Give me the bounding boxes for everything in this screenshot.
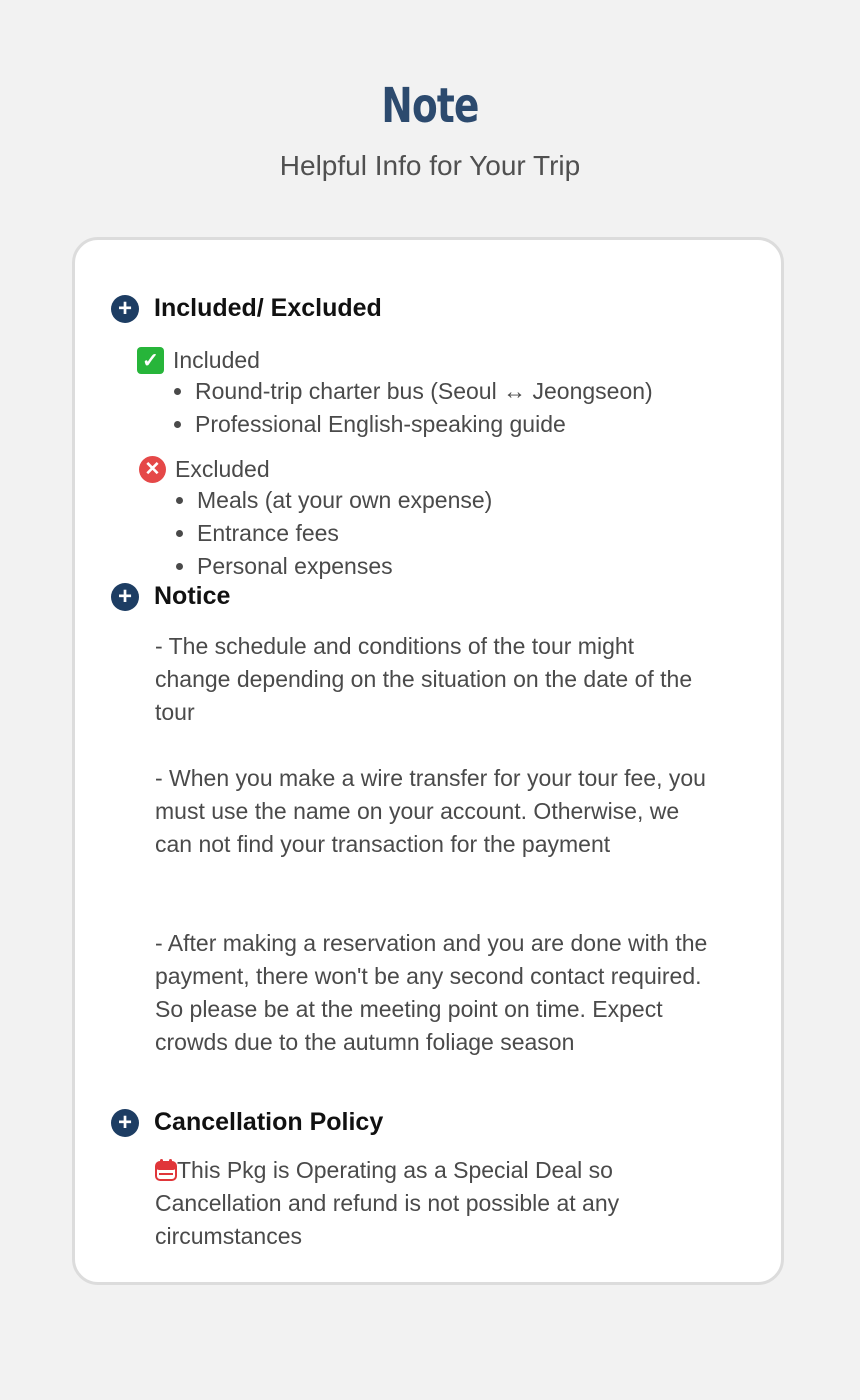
cross-icon: ✕ [139,456,166,483]
plus-icon: + [111,583,139,611]
notice-paragraph: - After making a reservation and you are done with the payment, there won't be any second contact required. So please be at the meeting point on time. Expect crowds due to the autumn foliage season [155,930,708,1055]
list-item: • Personal expenses [197,550,492,583]
page-subtitle: Helpful Info for Your Trip [279,150,581,181]
list-item: • Meals (at your own expense) [197,484,492,517]
cancellation-paragraph [155,1154,715,1253]
notice-paragraph: - The schedule and conditions of the tour might change depending on the situation on the date of the tour [155,633,693,725]
list-item: • Professional English-speaking guide [195,408,653,441]
excluded-label: Excluded [175,456,270,482]
section-heading: Cancellation Policy [154,1108,384,1136]
section-heading: Included/ Excluded [154,294,382,322]
calendar-icon [155,1157,177,1179]
included-label: Included [173,347,260,373]
list-item: • Round-trip charter bus (Seoul ↔ Jeongseon) [195,375,653,408]
plus-icon: + [111,1109,139,1137]
cancellation-text: This Pkg is Operating as a Special Deal so Cancellation and refund is not possible at any circumstances [155,1157,620,1249]
excluded-label-row [139,456,270,483]
section-heading: Notice [154,582,231,610]
excluded-list [175,484,492,583]
section-notice[interactable] [111,582,230,611]
section-cancellation[interactable] [111,1108,383,1137]
included-list [173,375,653,441]
page-title: Note [381,78,479,134]
info-card [72,237,784,1285]
section-included-excluded[interactable] [111,294,382,323]
checkmark-icon: ✓ [137,347,164,374]
list-item: • Entrance fees [197,517,492,550]
plus-icon: + [111,295,139,323]
included-label-row [137,347,260,374]
notice-paragraph: - When you make a wire transfer for your tour fee, you must use the name on your account. Otherwise, we can not find your transaction for the payment [155,765,706,857]
